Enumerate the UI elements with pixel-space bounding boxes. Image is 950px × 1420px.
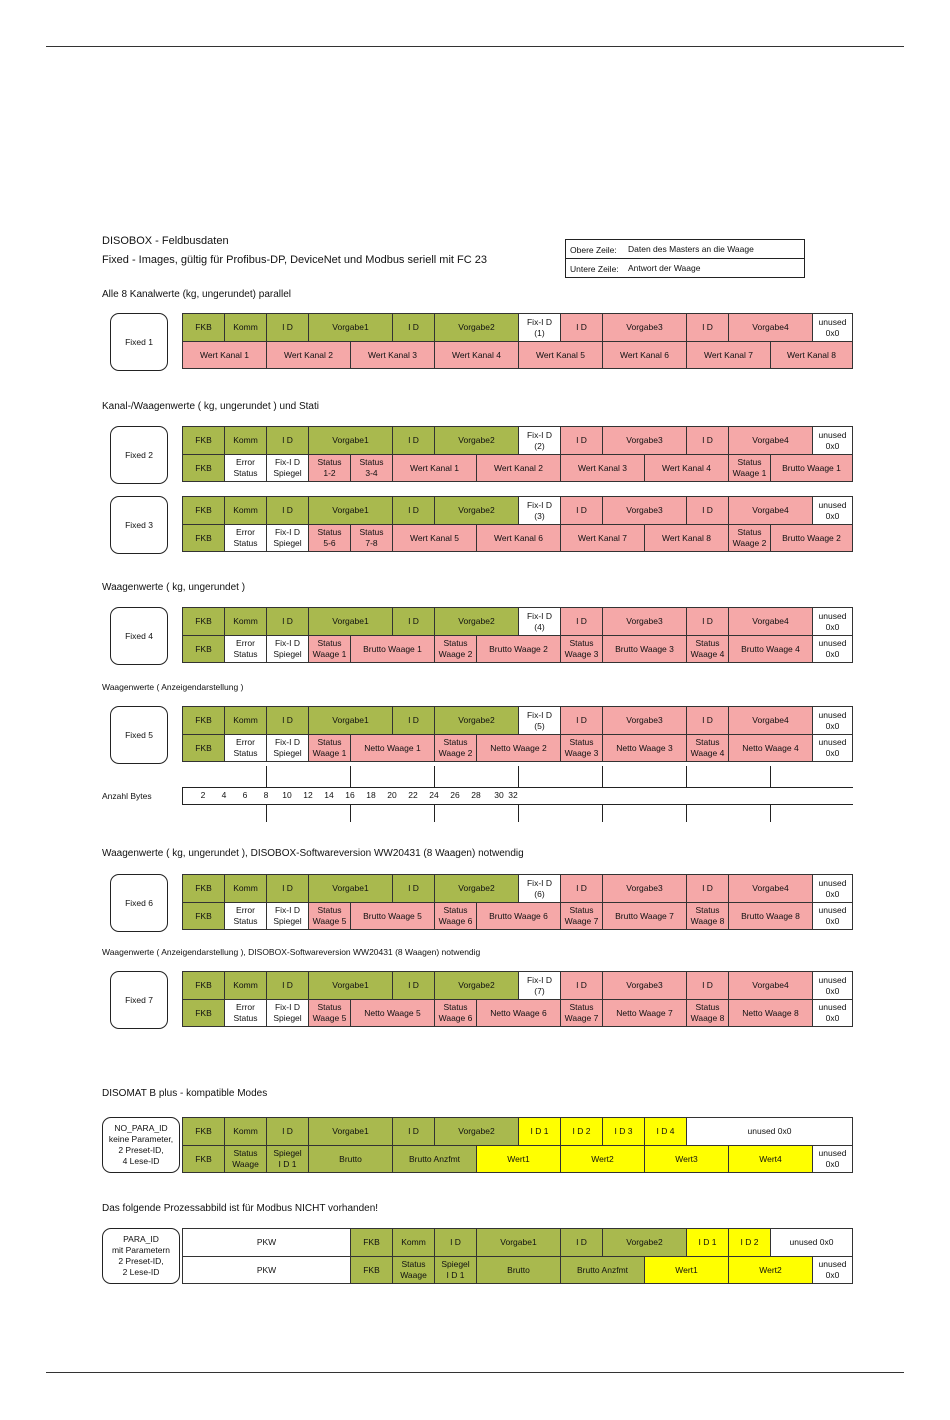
master-cell-pkw: PKW — [182, 1228, 350, 1256]
ruler-divider-upper — [350, 766, 351, 787]
master-cell-vorgabe1: Vorgabe1 — [308, 971, 392, 999]
master-cell-i-d: I D — [266, 1117, 308, 1145]
image-label-no-para-id — [102, 1117, 180, 1173]
master-cell-i-d-4: I D 4 — [644, 1117, 686, 1145]
master-cell-fkb: FKB — [350, 1228, 392, 1256]
response-cell-brutto-waage-8: Brutto Waage 8 — [728, 902, 812, 930]
ruler-tick-14: 14 — [324, 790, 334, 800]
master-cell-vorgabe2: Vorgabe2 — [434, 706, 518, 734]
master-cell-i-d: I D — [266, 426, 308, 454]
master-cell-vorgabe1: Vorgabe1 — [308, 496, 392, 524]
ruler-divider-upper — [518, 766, 519, 787]
master-cell-vorgabe3: Vorgabe3 — [602, 706, 686, 734]
master-cell-fix-i-d-6: Fix-I D (6) — [518, 874, 560, 902]
response-cell-wert-kanal-3: Wert Kanal 3 — [560, 454, 644, 482]
caption-scale-values-display-8: Waagenwerte ( Anzeigendarstellung ), DISOBOX-Softwareversion WW20431 (8 Waagen) notwendig — [102, 947, 481, 957]
master-cell-vorgabe1: Vorgabe1 — [308, 706, 392, 734]
master-cell-vorgabe2: Vorgabe2 — [434, 426, 518, 454]
master-cell-i-d: I D — [266, 874, 308, 902]
master-cell-i-d: I D — [560, 706, 602, 734]
response-cell-status-waage-8: Status Waage 8 — [686, 902, 728, 930]
response-cell-wert-kanal-8: Wert Kanal 8 — [770, 341, 853, 369]
response-cell-wert4: Wert4 — [728, 1145, 812, 1173]
caption-channel-scale-values: Kanal-/Waagenwerte ( kg, ungerundet ) und Stati — [102, 401, 319, 412]
master-cell-fix-i-d-5: Fix-I D (5) — [518, 706, 560, 734]
master-cell-i-d: I D — [266, 607, 308, 635]
image-label-fixed-1 — [110, 313, 168, 371]
master-cell-fix-i-d-2: Fix-I D (2) — [518, 426, 560, 454]
response-cell-status-waage-1: Status Waage 1 — [308, 635, 350, 663]
master-cell-i-d: I D — [686, 313, 728, 341]
master-cell-vorgabe1: Vorgabe1 — [476, 1228, 560, 1256]
response-cell-status-waage-2: Status Waage 2 — [434, 734, 476, 762]
response-cell-unused-0x0: unused 0x0 — [812, 999, 853, 1027]
response-cell-brutto-waage-2: Brutto Waage 2 — [476, 635, 560, 663]
response-cell-status-waage-6: Status Waage 6 — [434, 902, 476, 930]
master-cell-fkb: FKB — [182, 971, 224, 999]
master-cell-i-d: I D — [560, 971, 602, 999]
response-cell-status-waage-4: Status Waage 4 — [686, 734, 728, 762]
master-cell-vorgabe1: Vorgabe1 — [308, 874, 392, 902]
master-cell-vorgabe1: Vorgabe1 — [308, 1117, 392, 1145]
response-cell-fkb: FKB — [350, 1256, 392, 1284]
image-label-fixed-3 — [110, 496, 168, 554]
response-cell-wert-kanal-2: Wert Kanal 2 — [476, 454, 560, 482]
master-cell-vorgabe2: Vorgabe2 — [434, 313, 518, 341]
ruler-tick-24: 24 — [429, 790, 439, 800]
top-rule — [46, 46, 904, 47]
master-cell-i-d: I D — [686, 607, 728, 635]
ruler-tick-10: 10 — [282, 790, 292, 800]
master-cell-fkb: FKB — [182, 496, 224, 524]
response-cell-status-5-6: Status 5-6 — [308, 524, 350, 552]
master-cell-vorgabe3: Vorgabe3 — [602, 313, 686, 341]
response-cell-status-waage-5: Status Waage 5 — [308, 902, 350, 930]
image-label-para-id — [102, 1228, 180, 1284]
response-cell-pkw: PKW — [182, 1256, 350, 1284]
master-cell-fix-i-d-7: Fix-I D (7) — [518, 971, 560, 999]
response-cell-status-waage-8: Status Waage 8 — [686, 999, 728, 1027]
ruler-divider-lower — [434, 804, 435, 822]
master-cell-i-d: I D — [392, 971, 434, 999]
image-label-fixed-6 — [110, 874, 168, 932]
image-label-fixed-5 — [110, 706, 168, 764]
ruler-label: Anzahl Bytes — [102, 791, 152, 801]
ruler-tick-2: 2 — [200, 790, 206, 800]
master-cell-i-d: I D — [686, 971, 728, 999]
master-cell-i-d: I D — [392, 607, 434, 635]
ruler-divider-lower — [686, 804, 687, 822]
caption-scale-values-8: Waagenwerte ( kg, ungerundet ), DISOBOX-Softwareversion WW20431 (8 Waagen) notwendig — [102, 848, 524, 859]
master-cell-unused-0x0: unused 0x0 — [812, 607, 853, 635]
response-cell-error-status: Error Status — [224, 902, 266, 930]
response-cell-brutto-anzfmt: Brutto Anzfmt — [560, 1256, 644, 1284]
ruler-tick-32: 32 — [508, 790, 518, 800]
response-cell-fkb: FKB — [182, 635, 224, 663]
response-cell-brutto-waage-1: Brutto Waage 1 — [770, 454, 853, 482]
master-cell-unused-0x0: unused 0x0 — [812, 971, 853, 999]
master-cell-komm: Komm — [224, 971, 266, 999]
master-cell-vorgabe4: Vorgabe4 — [728, 874, 812, 902]
ruler-tick-18: 18 — [366, 790, 376, 800]
image-label-text: Fixed 7 — [125, 994, 153, 1005]
response-cell-wert-kanal-5: Wert Kanal 5 — [392, 524, 476, 552]
image-label-fixed-2 — [110, 426, 168, 484]
master-cell-fkb: FKB — [182, 1117, 224, 1145]
master-cell-unused-0x0: unused 0x0 — [812, 706, 853, 734]
ruler-divider-upper — [686, 766, 687, 787]
master-cell-i-d-2: I D 2 — [560, 1117, 602, 1145]
master-cell-fkb: FKB — [182, 426, 224, 454]
response-cell-fix-i-d-spiegel: Fix-I D Spiegel — [266, 635, 308, 663]
response-cell-wert2: Wert2 — [560, 1145, 644, 1173]
master-cell-vorgabe2: Vorgabe2 — [434, 874, 518, 902]
image-label-fixed-4 — [110, 607, 168, 665]
response-cell-fkb: FKB — [182, 524, 224, 552]
ruler-divider-upper — [602, 766, 603, 787]
ruler-divider-upper — [434, 766, 435, 787]
master-cell-i-d: I D — [434, 1228, 476, 1256]
response-cell-unused-0x0: unused 0x0 — [812, 635, 853, 663]
response-cell-wert1: Wert1 — [476, 1145, 560, 1173]
master-cell-vorgabe4: Vorgabe4 — [728, 706, 812, 734]
master-cell-fix-i-d-4: Fix-I D (4) — [518, 607, 560, 635]
ruler-tick-8: 8 — [263, 790, 269, 800]
ruler-divider-lower — [602, 804, 603, 822]
master-cell-i-d: I D — [266, 496, 308, 524]
master-cell-i-d: I D — [392, 706, 434, 734]
master-cell-i-d-2: I D 2 — [728, 1228, 770, 1256]
master-cell-i-d: I D — [266, 971, 308, 999]
response-cell-status-waage-7: Status Waage 7 — [560, 902, 602, 930]
response-cell-netto-waage-2: Netto Waage 2 — [476, 734, 560, 762]
response-cell-wert-kanal-2: Wert Kanal 2 — [266, 341, 350, 369]
master-cell-i-d: I D — [686, 426, 728, 454]
image-label-fixed-7 — [110, 971, 168, 1029]
response-cell-status-waage-3: Status Waage 3 — [560, 635, 602, 663]
master-cell-fkb: FKB — [182, 607, 224, 635]
master-cell-komm: Komm — [224, 313, 266, 341]
ruler-divider-upper — [266, 766, 267, 787]
response-cell-wert-kanal-8: Wert Kanal 8 — [644, 524, 728, 552]
response-cell-status-7-8: Status 7-8 — [350, 524, 392, 552]
master-cell-vorgabe4: Vorgabe4 — [728, 607, 812, 635]
master-cell-i-d-1: I D 1 — [518, 1117, 560, 1145]
ruler-tick-20: 20 — [387, 790, 397, 800]
ruler-divider-lower — [770, 804, 771, 822]
legend-upper-key: Obere Zeile: — [570, 245, 617, 255]
caption-modbus-note: Das folgende Prozessabbild ist für Modbus NICHT vorhanden! — [102, 1203, 379, 1214]
response-cell-status-waage: Status Waage — [392, 1256, 434, 1284]
master-cell-vorgabe1: Vorgabe1 — [308, 426, 392, 454]
response-cell-brutto-waage-3: Brutto Waage 3 — [602, 635, 686, 663]
ruler-tick-28: 28 — [471, 790, 481, 800]
response-cell-status-waage-4: Status Waage 4 — [686, 635, 728, 663]
ruler-left-edge — [182, 787, 183, 804]
response-cell-error-status: Error Status — [224, 734, 266, 762]
bottom-rule — [46, 1372, 904, 1373]
ruler-tick-12: 12 — [303, 790, 313, 800]
image-label-text: Fixed 3 — [125, 519, 153, 530]
ruler-top-line — [182, 787, 853, 788]
master-cell-vorgabe2: Vorgabe2 — [434, 496, 518, 524]
response-cell-wert-kanal-7: Wert Kanal 7 — [686, 341, 770, 369]
master-cell-i-d: I D — [560, 607, 602, 635]
response-cell-netto-waage-1: Netto Waage 1 — [350, 734, 434, 762]
response-cell-error-status: Error Status — [224, 524, 266, 552]
master-cell-fkb: FKB — [182, 706, 224, 734]
response-cell-fkb: FKB — [182, 1145, 224, 1173]
master-cell-unused-0x0: unused 0x0 — [812, 426, 853, 454]
response-cell-spiegel-i-d-1: Spiegel I D 1 — [266, 1145, 308, 1173]
response-cell-error-status: Error Status — [224, 635, 266, 663]
response-cell-status-waage-2: Status Waage 2 — [434, 635, 476, 663]
response-cell-spiegel-i-d-1: Spiegel I D 1 — [434, 1256, 476, 1284]
response-cell-brutto-waage-5: Brutto Waage 5 — [350, 902, 434, 930]
master-cell-i-d: I D — [392, 313, 434, 341]
master-cell-fkb: FKB — [182, 313, 224, 341]
page-subtitle: Fixed - Images, gültig für Profibus-DP, DeviceNet und Modbus seriell mit FC 23 — [102, 254, 487, 266]
master-cell-i-d: I D — [560, 496, 602, 524]
response-cell-unused-0x0: unused 0x0 — [812, 1145, 853, 1173]
master-cell-vorgabe3: Vorgabe3 — [602, 971, 686, 999]
master-cell-vorgabe2: Vorgabe2 — [434, 971, 518, 999]
master-cell-fkb: FKB — [182, 874, 224, 902]
ruler-tick-6: 6 — [242, 790, 248, 800]
response-cell-brutto-waage-2: Brutto Waage 2 — [770, 524, 853, 552]
master-cell-i-d: I D — [560, 874, 602, 902]
master-cell-i-d: I D — [560, 313, 602, 341]
response-cell-status-3-4: Status 3-4 — [350, 454, 392, 482]
response-cell-wert-kanal-1: Wert Kanal 1 — [392, 454, 476, 482]
response-cell-status-waage-5: Status Waage 5 — [308, 999, 350, 1027]
response-cell-error-status: Error Status — [224, 999, 266, 1027]
ruler-divider-lower — [350, 804, 351, 822]
response-cell-netto-waage-7: Netto Waage 7 — [602, 999, 686, 1027]
master-cell-fix-i-d-3: Fix-I D (3) — [518, 496, 560, 524]
response-cell-wert-kanal-6: Wert Kanal 6 — [476, 524, 560, 552]
ruler-divider-lower — [266, 804, 267, 822]
master-cell-komm: Komm — [224, 1117, 266, 1145]
master-cell-komm: Komm — [224, 706, 266, 734]
response-cell-netto-waage-8: Netto Waage 8 — [728, 999, 812, 1027]
master-cell-i-d-3: I D 3 — [602, 1117, 644, 1145]
response-cell-status-waage-2: Status Waage 2 — [728, 524, 770, 552]
ruler-tick-4: 4 — [221, 790, 227, 800]
response-cell-brutto-waage-7: Brutto Waage 7 — [602, 902, 686, 930]
master-cell-fix-i-d-1: Fix-I D (1) — [518, 313, 560, 341]
response-cell-fkb: FKB — [182, 734, 224, 762]
master-cell-i-d: I D — [686, 874, 728, 902]
response-cell-brutto-waage-1: Brutto Waage 1 — [350, 635, 434, 663]
legend-upper-value: Daten des Masters an die Waage — [628, 244, 754, 254]
page-title: DISOBOX - Feldbusdaten — [102, 235, 229, 247]
response-cell-fkb: FKB — [182, 999, 224, 1027]
ruler-tick-22: 22 — [408, 790, 418, 800]
master-cell-komm: Komm — [224, 496, 266, 524]
master-cell-unused-0x0: unused 0x0 — [812, 874, 853, 902]
master-cell-vorgabe4: Vorgabe4 — [728, 496, 812, 524]
response-cell-error-status: Error Status — [224, 454, 266, 482]
master-cell-unused-0x0: unused 0x0 — [686, 1117, 853, 1145]
legend-row-lower — [566, 258, 804, 277]
legend-row-upper — [566, 240, 804, 258]
response-cell-fkb: FKB — [182, 454, 224, 482]
master-cell-vorgabe4: Vorgabe4 — [728, 426, 812, 454]
response-cell-wert3: Wert3 — [644, 1145, 728, 1173]
master-cell-i-d-1: I D 1 — [686, 1228, 728, 1256]
caption-scale-values-display: Waagenwerte ( Anzeigendarstellung ) — [102, 682, 244, 692]
master-cell-vorgabe4: Vorgabe4 — [728, 313, 812, 341]
master-cell-komm: Komm — [224, 607, 266, 635]
response-cell-fix-i-d-spiegel: Fix-I D Spiegel — [266, 524, 308, 552]
response-cell-brutto: Brutto — [476, 1256, 560, 1284]
master-cell-i-d: I D — [560, 426, 602, 454]
image-label-text: Fixed 2 — [125, 449, 153, 460]
master-cell-i-d: I D — [560, 1228, 602, 1256]
legend-lower-key: Untere Zeile: — [570, 264, 619, 274]
master-cell-vorgabe2: Vorgabe2 — [434, 1117, 518, 1145]
ruler-tick-16: 16 — [345, 790, 355, 800]
image-label-text: Fixed 5 — [125, 729, 153, 740]
master-cell-vorgabe1: Vorgabe1 — [308, 313, 392, 341]
master-cell-komm: Komm — [392, 1228, 434, 1256]
response-cell-wert2: Wert2 — [728, 1256, 812, 1284]
ruler-tick-26: 26 — [450, 790, 460, 800]
response-cell-status-waage-1: Status Waage 1 — [728, 454, 770, 482]
response-cell-wert-kanal-5: Wert Kanal 5 — [518, 341, 602, 369]
response-cell-status-waage-7: Status Waage 7 — [560, 999, 602, 1027]
response-cell-wert-kanal-4: Wert Kanal 4 — [434, 341, 518, 369]
legend-lower-value: Antwort der Waage — [628, 263, 701, 273]
master-cell-vorgabe4: Vorgabe4 — [728, 971, 812, 999]
response-cell-unused-0x0: unused 0x0 — [812, 1256, 853, 1284]
master-cell-vorgabe3: Vorgabe3 — [602, 874, 686, 902]
master-cell-i-d: I D — [392, 874, 434, 902]
master-cell-i-d: I D — [266, 706, 308, 734]
response-cell-status-waage-3: Status Waage 3 — [560, 734, 602, 762]
response-cell-status-waage: Status Waage — [224, 1145, 266, 1173]
response-cell-wert-kanal-6: Wert Kanal 6 — [602, 341, 686, 369]
response-cell-wert-kanal-1: Wert Kanal 1 — [182, 341, 266, 369]
image-label-text: Fixed 6 — [125, 897, 153, 908]
legend-box — [565, 239, 805, 278]
response-cell-netto-waage-6: Netto Waage 6 — [476, 999, 560, 1027]
master-cell-vorgabe3: Vorgabe3 — [602, 496, 686, 524]
response-cell-status-waage-6: Status Waage 6 — [434, 999, 476, 1027]
ruler-divider-lower — [518, 804, 519, 822]
image-label-text: PARA_ID mit Parametern 2 Preset-ID, 2 Lese-ID — [111, 1234, 171, 1277]
ruler-divider-upper — [770, 766, 771, 787]
image-label-text: Fixed 1 — [125, 336, 153, 347]
response-cell-netto-waage-4: Netto Waage 4 — [728, 734, 812, 762]
master-cell-i-d: I D — [392, 496, 434, 524]
image-label-text: NO_PARA_ID keine Parameter, 2 Preset-ID, 4 Lese-ID — [108, 1123, 174, 1166]
response-cell-fix-i-d-spiegel: Fix-I D Spiegel — [266, 902, 308, 930]
image-label-text: Fixed 4 — [125, 630, 153, 641]
response-cell-wert-kanal-7: Wert Kanal 7 — [560, 524, 644, 552]
master-cell-unused-0x0: unused 0x0 — [812, 313, 853, 341]
ruler-tick-30: 30 — [494, 790, 504, 800]
caption-scale-values-kg: Waagenwerte ( kg, ungerundet ) — [102, 582, 246, 593]
master-cell-unused-0x0: unused 0x0 — [770, 1228, 853, 1256]
master-cell-i-d: I D — [686, 496, 728, 524]
master-cell-i-d: I D — [392, 1117, 434, 1145]
caption-all-channels: Alle 8 Kanalwerte (kg, ungerundet) parallel — [102, 289, 291, 300]
response-cell-brutto: Brutto — [308, 1145, 392, 1173]
response-cell-unused-0x0: unused 0x0 — [812, 734, 853, 762]
response-cell-netto-waage-5: Netto Waage 5 — [350, 999, 434, 1027]
master-cell-vorgabe2: Vorgabe2 — [434, 607, 518, 635]
response-cell-brutto-waage-6: Brutto Waage 6 — [476, 902, 560, 930]
response-cell-status-waage-1: Status Waage 1 — [308, 734, 350, 762]
master-cell-i-d: I D — [392, 426, 434, 454]
master-cell-unused-0x0: unused 0x0 — [812, 496, 853, 524]
response-cell-fix-i-d-spiegel: Fix-I D Spiegel — [266, 454, 308, 482]
response-cell-fkb: FKB — [182, 902, 224, 930]
response-cell-netto-waage-3: Netto Waage 3 — [602, 734, 686, 762]
master-cell-vorgabe3: Vorgabe3 — [602, 607, 686, 635]
response-cell-wert1: Wert1 — [644, 1256, 728, 1284]
response-cell-unused-0x0: unused 0x0 — [812, 902, 853, 930]
master-cell-i-d: I D — [686, 706, 728, 734]
response-cell-fix-i-d-spiegel: Fix-I D Spiegel — [266, 734, 308, 762]
response-cell-wert-kanal-4: Wert Kanal 4 — [644, 454, 728, 482]
master-cell-vorgabe1: Vorgabe1 — [308, 607, 392, 635]
response-cell-brutto-waage-4: Brutto Waage 4 — [728, 635, 812, 663]
response-cell-brutto-anzfmt: Brutto Anzfmt — [392, 1145, 476, 1173]
response-cell-fix-i-d-spiegel: Fix-I D Spiegel — [266, 999, 308, 1027]
response-cell-status-1-2: Status 1-2 — [308, 454, 350, 482]
master-cell-komm: Komm — [224, 426, 266, 454]
master-cell-vorgabe3: Vorgabe3 — [602, 426, 686, 454]
master-cell-i-d: I D — [266, 313, 308, 341]
master-cell-komm: Komm — [224, 874, 266, 902]
master-cell-vorgabe2: Vorgabe2 — [602, 1228, 686, 1256]
response-cell-wert-kanal-3: Wert Kanal 3 — [350, 341, 434, 369]
caption-disomat-modes: DISOMAT B plus - kompatible Modes — [102, 1088, 268, 1099]
